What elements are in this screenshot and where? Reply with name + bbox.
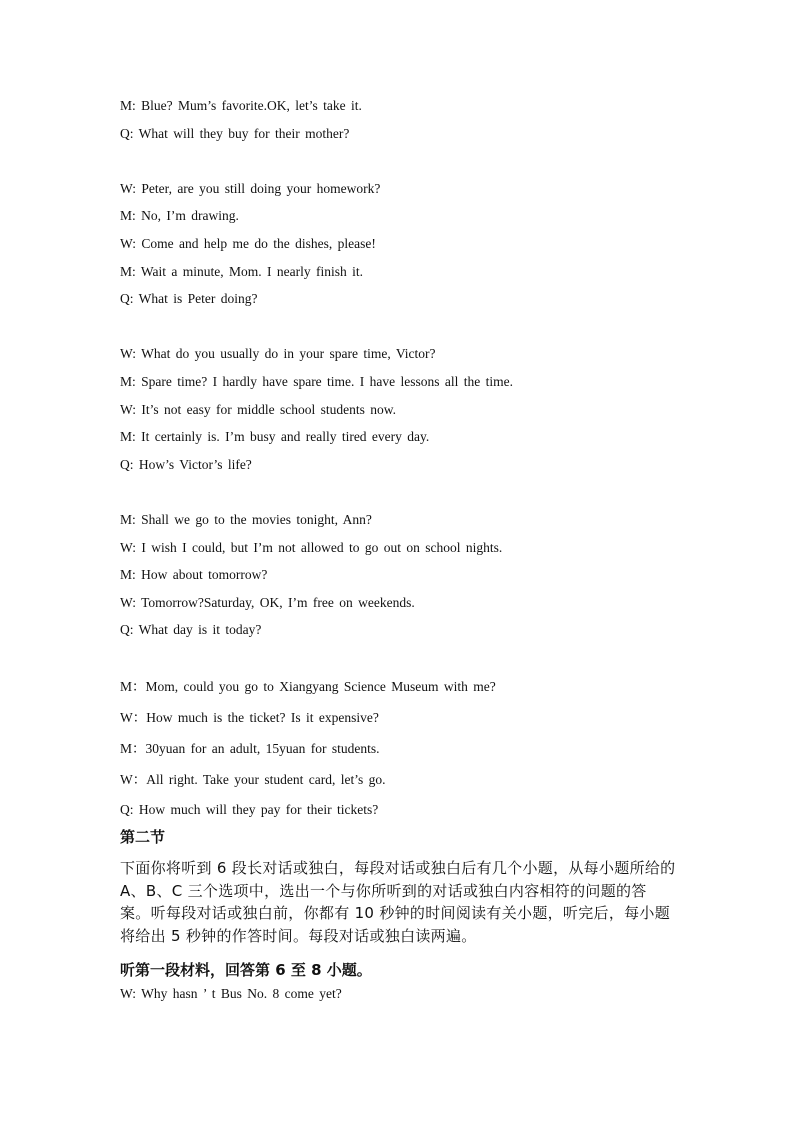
dialogue-question: Q: How much will they pay for their tickets? [120,802,379,817]
dialogue-line: W: What do you usually do in your spare time, Victor? [120,346,436,361]
dialogue-line: W: It’s not easy for middle school students now. [120,402,396,417]
dialogue-line: M: Wait a minute, Mom. I nearly finish it. [120,264,364,279]
part-heading: 听第一段材料，回答第 6 至 8 小题。 [120,961,372,979]
dialogue-line: M：Mom, could you go to Xiangyang Science Museum with me? [120,679,496,694]
section-title: 第二节 [120,828,166,846]
dialogue-line: W：All right. Take your student card, let’s go. [120,772,386,787]
section-instructions: 下面你将听到 6 段长对话或独白，每段对话或独白后有几个小题，从每小题所给的 A、B、C 三个选项中，选出一个与你所听到的对话或独白内容相符的问题的答案。听每段对话或独白前，你都有 10 秒钟的时间阅读有关小题，听完后，每小题将给出 5 秒钟的作答时间。每段对话或独白读两遍。 [120,859,676,945]
dialogue-line: W: Tomorrow?Saturday, OK, I’m free on weekends. [120,595,415,610]
dialogue-line: M: Spare time? I hardly have spare time. I have lessons all the time. [120,374,514,389]
dialogue-line: M：30yuan for an adult, 15yuan for students. [120,741,380,756]
dialogue-line: W：How much is the ticket? Is it expensive? [120,710,379,725]
dialogue-line: W: Peter, are you still doing your homework? [120,181,381,196]
dialogue-question: Q: What will they buy for their mother? [120,126,350,141]
dialogue-line: W: Why hasn ’ t Bus No. 8 come yet? [120,986,342,1001]
dialogue-question: Q: How’s Victor’s life? [120,457,252,472]
dialogue-line: M: It certainly is. I’m busy and really tired every day. [120,429,430,444]
dialogue-line: M: How about tomorrow? [120,567,268,582]
dialogue-line: M: Shall we go to the movies tonight, Ann? [120,512,372,527]
dialogue-line: M: No, I’m drawing. [120,208,239,223]
dialogue-question: Q: What day is it today? [120,622,262,637]
dialogue-line: W: Come and help me do the dishes, please! [120,236,376,251]
dialogue-line: M: Blue? Mum’s favorite.OK, let’s take it. [120,98,362,113]
dialogue-question: Q: What is Peter doing? [120,291,258,306]
dialogue-line: W: I wish I could, but I’m not allowed to go out on school nights. [120,540,503,555]
